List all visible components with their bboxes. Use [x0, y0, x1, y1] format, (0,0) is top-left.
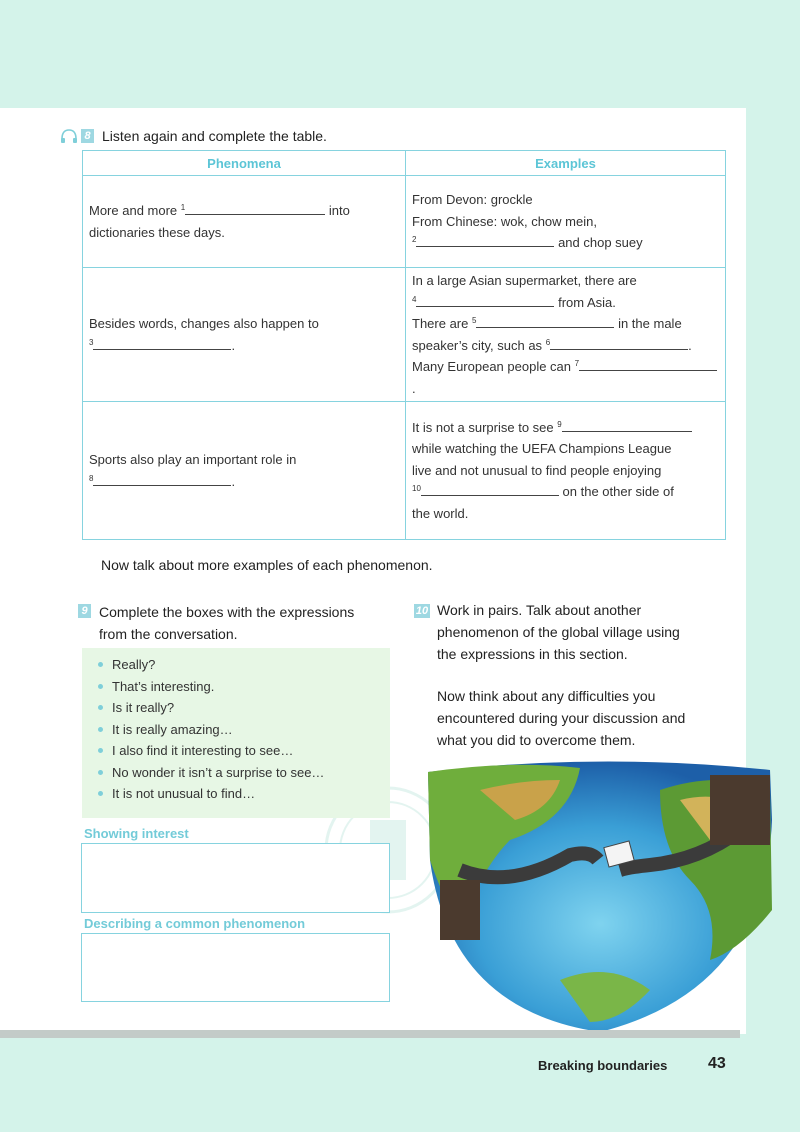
blank-7[interactable]: [579, 357, 717, 371]
blank-6[interactable]: [550, 336, 688, 350]
blank-number: 9: [557, 419, 562, 429]
header-examples: Examples: [406, 151, 726, 176]
text-segment: .: [412, 380, 416, 396]
header-phenomena: Phenomena: [83, 151, 406, 176]
task10-number-badge: 10: [415, 605, 429, 617]
text-segment: dictionaries these days.: [89, 224, 225, 240]
text-segment: on the other side of: [562, 484, 674, 500]
text-segment: Besides words, changes also happen to: [89, 316, 319, 331]
blank-number: 7: [574, 359, 580, 368]
blank-number: 4: [412, 294, 417, 304]
list-item: [98, 719, 390, 741]
showing-interest-label: Showing interest: [84, 826, 189, 841]
task9-instruction-line2: from the conversation.: [99, 626, 238, 642]
phenomena-table: [82, 150, 726, 540]
blank-4[interactable]: [416, 293, 554, 307]
row1-examples: [406, 176, 726, 268]
task8-follow-up: Now talk about more examples of each phenomenon.: [101, 557, 433, 573]
page-number: 43: [708, 1055, 726, 1072]
list-item: [98, 676, 390, 698]
blank-number: 1: [180, 203, 186, 212]
text-line: what you did to overcome them.: [437, 732, 636, 748]
row1-phenomenon: [83, 176, 406, 268]
text-segment: From Devon: grockle: [412, 192, 533, 208]
blank-number: 5: [472, 316, 477, 325]
bullet-icon: [98, 770, 103, 775]
text-line: encountered during your discussion and: [437, 710, 686, 726]
text-segment: More and more: [89, 203, 178, 218]
blank-number: 2: [412, 235, 417, 245]
text-line: Now think about any difficulties you: [437, 688, 656, 704]
text-segment: the world.: [412, 505, 469, 521]
row3-examples: [406, 402, 726, 540]
text-segment: There are: [412, 316, 469, 331]
task8-number-badge: 8: [81, 129, 94, 143]
expressions-list: [82, 654, 390, 805]
list-item: [98, 654, 390, 676]
expression-text: No wonder it isn’t a surprise to see…: [112, 764, 325, 780]
describing-phenomenon-label: Describing a common phenomenon: [84, 916, 306, 931]
expression-text: Is it really?: [112, 700, 175, 715]
text-segment: .: [688, 337, 692, 353]
text-segment: and chop suey: [558, 235, 643, 251]
table-row: [83, 176, 726, 268]
text-segment: Sports also play an important role in: [89, 452, 297, 467]
table-row: [83, 268, 726, 402]
text-line: Work in pairs. Talk about another: [437, 602, 642, 618]
text-segment: Many European people can: [412, 359, 572, 374]
list-item: [98, 762, 390, 784]
bullet-icon: [98, 727, 103, 732]
blank-5[interactable]: [476, 314, 614, 328]
text-segment: In a large Asian supermarket, there are: [412, 273, 637, 288]
bullet-icon: [98, 684, 103, 689]
blank-3[interactable]: [93, 336, 231, 350]
text-segment: into: [328, 203, 350, 218]
blank-9[interactable]: [562, 418, 692, 432]
task9-header: [82, 601, 382, 645]
blank-number: 10: [412, 484, 421, 494]
task8-instruction: Listen again and complete the table.: [102, 128, 327, 144]
task9-instruction-line1: Complete the boxes with the expressions: [99, 604, 355, 620]
bullet-icon: [98, 791, 103, 796]
blank-10[interactable]: [421, 482, 559, 496]
globe-handshake-illustration: [420, 760, 780, 1035]
headphones-icon: [60, 128, 78, 144]
text-segment: It is not a surprise to see: [412, 419, 554, 435]
bullet-icon: [98, 705, 103, 710]
bullet-icon: [98, 748, 103, 753]
text-segment: .: [231, 473, 236, 489]
expression-text: Really?: [112, 657, 156, 672]
task10-paragraph1: [437, 599, 727, 665]
text-segment: speaker’s city, such as: [412, 337, 543, 353]
describing-phenomenon-box[interactable]: [81, 933, 390, 1002]
footer-band: [0, 1030, 740, 1038]
footer-title: Breaking boundaries: [538, 1058, 668, 1073]
expression-text: It is not unusual to find…: [112, 786, 256, 801]
row2-examples: [406, 268, 726, 402]
list-item: [98, 697, 390, 719]
expression-text: I also find it interesting to see…: [112, 743, 294, 758]
row3-phenomenon: [83, 402, 406, 540]
text-segment: from Asia.: [558, 294, 616, 310]
table-header-row: [83, 151, 726, 176]
showing-interest-box[interactable]: [81, 843, 390, 913]
blank-1[interactable]: [185, 201, 325, 215]
table-row: [83, 402, 726, 540]
text-segment: while watching the UEFA Champions League: [412, 441, 672, 457]
blank-8[interactable]: [93, 472, 231, 486]
text-line: the expressions in this section.: [437, 646, 628, 662]
text-segment: From Chinese: wok, chow mein,: [412, 213, 597, 229]
bullet-icon: [98, 662, 103, 667]
text-segment: live and not unusual to find people enjoying: [412, 462, 662, 478]
text-segment: in the male: [618, 316, 682, 331]
expression-text: That’s interesting.: [112, 678, 215, 694]
text-segment: .: [231, 337, 236, 353]
blank-number: 3: [89, 337, 94, 347]
expression-text: It is really amazing…: [112, 721, 233, 737]
blank-number: 8: [89, 473, 94, 483]
blank-2[interactable]: [416, 233, 554, 247]
blank-number: 6: [545, 337, 551, 347]
text-line: phenomenon of the global village using: [437, 624, 680, 640]
list-item: [98, 783, 390, 805]
task10-paragraph2: [437, 685, 727, 751]
expressions-box: [82, 648, 390, 818]
list-item: [98, 740, 390, 762]
row2-phenomenon: [83, 268, 406, 402]
task8-header: [60, 128, 327, 144]
task9-number-badge: 9: [78, 604, 91, 618]
